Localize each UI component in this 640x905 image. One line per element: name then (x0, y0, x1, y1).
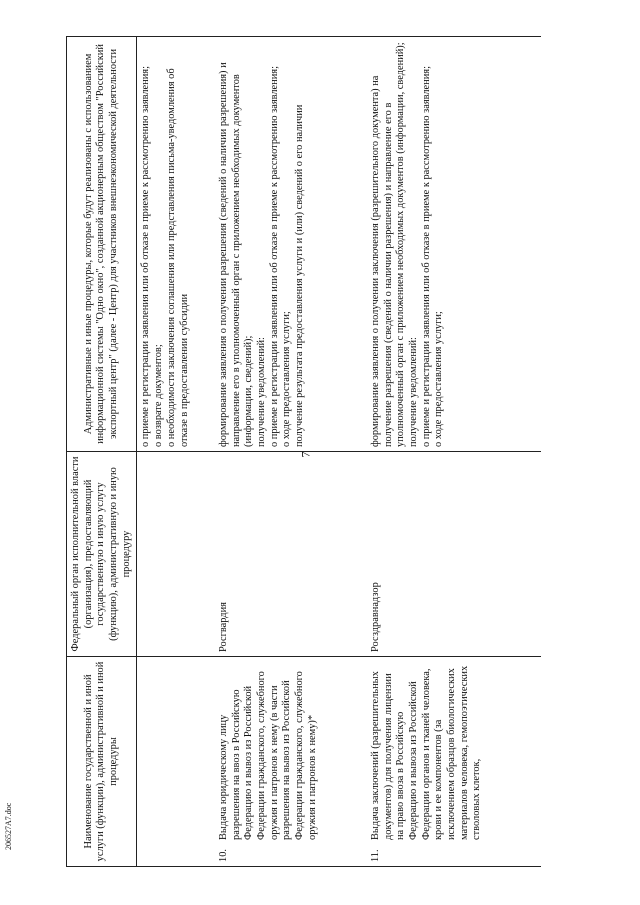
table-row (367, 37, 541, 867)
cell-procedures (137, 37, 215, 452)
rotated-table-wrapper (66, 37, 541, 867)
cell-agency: Росгвардия (215, 452, 367, 657)
page-number: 7 (298, 451, 313, 458)
procedure-line: о приеме и регистрации заявления или об отказе в приеме к рассмотрению заявления; (140, 66, 152, 447)
cell-empty (137, 657, 215, 867)
cell-service-name (367, 657, 541, 867)
cell-procedures (367, 37, 541, 452)
row-number: 11. (369, 849, 381, 862)
procedure-line: о необходимости заключения соглашения или представления письма-уведомления об отказе в предоставлении субсидии (165, 68, 190, 447)
procedure-line: о ходе предоставления услуги; (433, 311, 445, 447)
table-row-continuation (137, 37, 215, 867)
procedure-line: формирование заявления о получении разрешения (сведений о наличии разрешения) и направление его в уполномоченный орган с приложением необходимых документов (информации, сведений); (217, 62, 255, 447)
cell-service-name (215, 657, 367, 867)
procedure-line: получение уведомлений: (256, 337, 267, 447)
header-procedures: Административные и иные процедуры, которые будут реализованы с использованием информационной системы "Одно окно", созданной акционерным обществом "Российский экспортный центр" (далее - Центр) для участников внешнеэкономической деятельности (67, 37, 137, 452)
service-name: Выдача заключений (разрешительных документов) для получения лицензии на право ввоза в Российскую Федерацию и вывоза из Российской Федерации органов и тканей человека, крови и ее компонентов (за исключением образцов биологических материалов человека, гемопоэтических стволовых клеток, (369, 665, 483, 840)
cell-procedures (215, 37, 367, 452)
procedure-line: формирование заявления о получении заключения (разрешительного документа) на получение разрешения (сведений о наличии разрешения) и направление его в уполномоченный орган с приложением необходимых документов (информации, сведений); (369, 42, 407, 447)
header-agency: Федеральный орган исполнительной власти (организация), предоставляющий государственную и иную услугу (функцию), административную и иную процедуру (67, 452, 137, 657)
procedure-line: получение результата предоставления услуги и (или) сведений о его наличии (294, 104, 306, 447)
service-name: Выдача юридическому лицу разрешения на ввоз в Российскую Федерацию и вывоз из Российской Федерации гражданского, служебного оружия и патронов к нему (в части разрешения на вывоз из Российской Федерации гражданского, служебного оружия и патронов к нему)* (217, 671, 318, 840)
header-service-name: Наименование государственной и иной услуги (функции), административной и иной процедуры (67, 657, 137, 867)
services-table (66, 36, 541, 867)
cell-empty (137, 452, 215, 657)
procedure-line: получение уведомлений: (408, 337, 419, 447)
document-code: 206527A7.doc (4, 802, 13, 850)
procedure-line: о возврате документов; (153, 344, 165, 447)
cell-agency: Росздравнадзор (367, 452, 541, 657)
row-number: 10. (217, 849, 229, 862)
table-row (215, 37, 367, 867)
procedure-line: о ходе предоставления услуги; (281, 311, 293, 447)
table-header-row (67, 37, 137, 867)
procedure-line: о приеме и регистрации заявления или об отказе в приеме к рассмотрению заявления; (420, 66, 432, 447)
procedure-line: о приеме и регистрации заявления или об отказе в приеме к рассмотрению заявления; (268, 66, 280, 447)
